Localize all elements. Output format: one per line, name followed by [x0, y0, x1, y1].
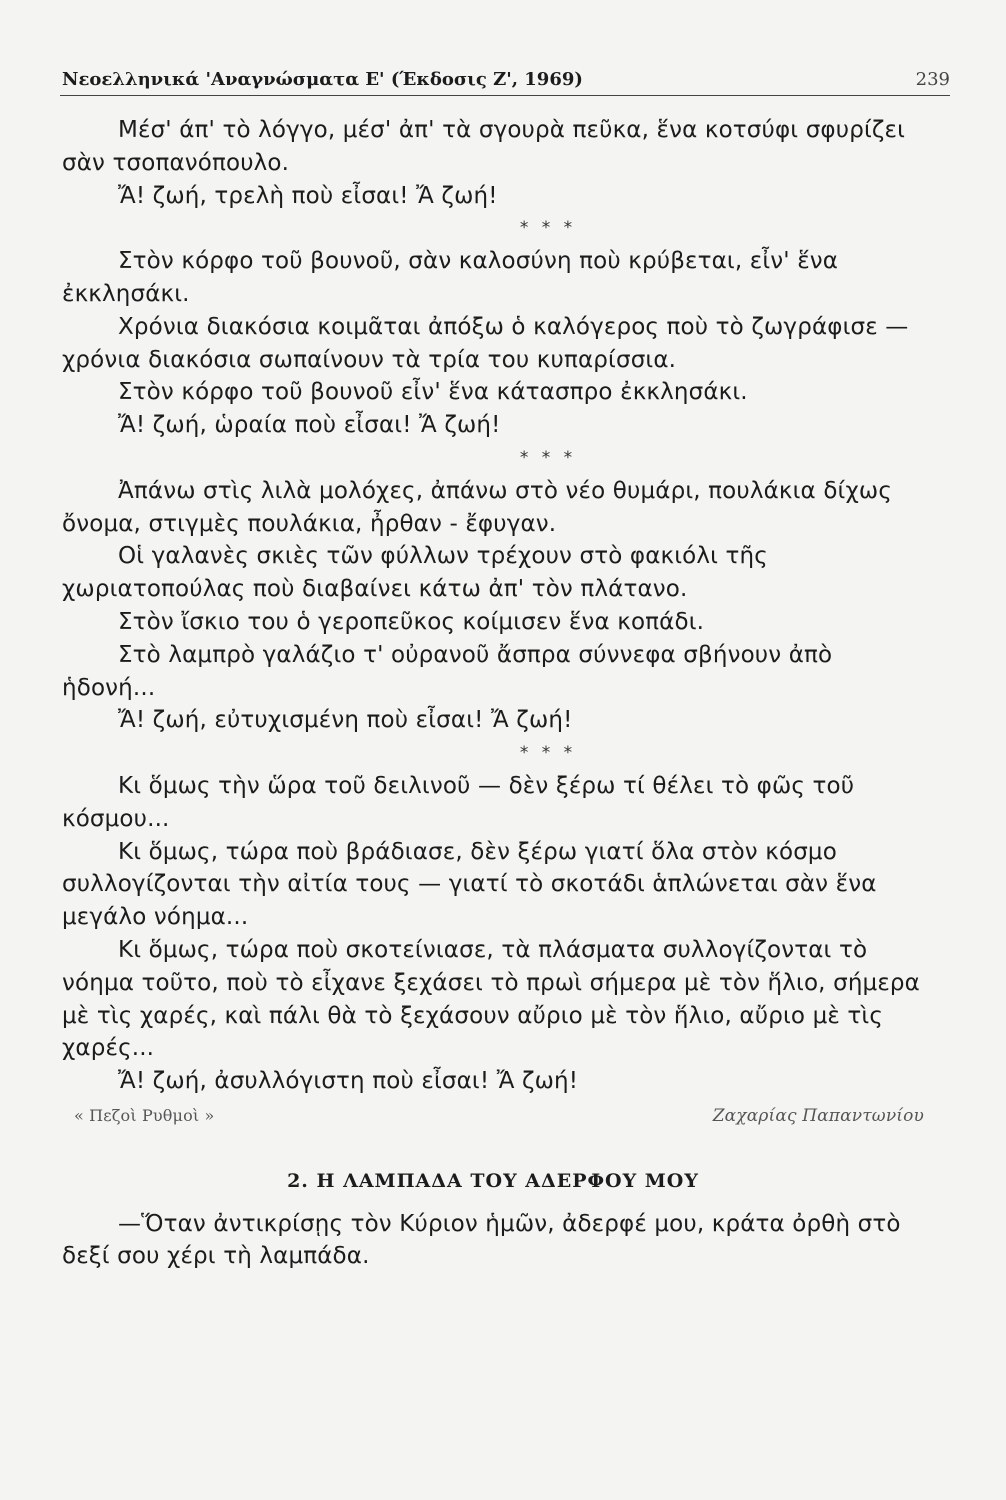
paragraph: Χρόνια διακόσια κοιμᾶται ἀπόξω ὁ καλόγερος ποὺ τὸ ζωγράφισε — χρόνια διακόσια σωπαίνουν τὰ τρία του κυπαρίσσια. — [62, 313, 909, 373]
refrain: Ἄ! ζωή, ὡραία ποὺ εἶσαι! Ἄ ζωή! — [118, 412, 501, 439]
section-separator: * * * — [519, 743, 577, 764]
section-separator: * * * — [519, 447, 577, 468]
section-title: 2. Η ΛΑΜΠΑΔΑ ΤΟΥ ΑΔΕΡΦΟΥ ΜΟΥ — [287, 1169, 699, 1192]
header-rule — [60, 95, 950, 96]
paragraph: Στὸν ἴσκιο του ὁ γεροπεῦκος κοίμισεν ἕνα κοπάδι. — [118, 608, 705, 635]
section-separator: * * * — [519, 218, 577, 239]
page-number: 239 — [915, 69, 950, 90]
refrain: Ἄ! ζωή, ἀσυλλόγιστη ποὺ εἶσαι! Ἄ ζωή! — [118, 1068, 579, 1095]
text-body — [62, 114, 924, 1273]
running-header — [62, 60, 950, 90]
attribution — [62, 1100, 924, 1133]
paragraph: Μέσ' άπ' τὸ λόγγο, μέσ' ἀπ' τὰ σγουρὰ πεῦκα, ἕνα κοτσύφι σφυρίζει σὰν τσοπανόπουλο. — [62, 117, 906, 176]
paragraph: Οἱ γαλανὲς σκιὲς τῶν φύλλων τρέχουν στὸ φακιόλι τῆς χωριατοπούλας ποὺ διαβαίνει κάτω ἀπ' τὸν πλάτανο. — [62, 543, 768, 603]
source-title: « Πεζοὶ Ρυθμοὶ » — [74, 1105, 215, 1125]
paragraph: Κι ὅμως, τώρα ποὺ σκοτείνιασε, τὰ πλάσματα συλλογίζονται τὸ νόημα τοῦτο, ποὺ τὸ εἶχανε ξεχάσει τὸ πρωὶ σήμερα μὲ τὸν ἥλιο, σήμερα μὲ τὶς χαρές, καὶ πάλι θὰ τὸ ξεχάσουν αὔριο μὲ τὸν ἥλιο, αὔριο μὲ τὶς χαρές... — [62, 936, 920, 1062]
paragraph: Στὸ λαμπρὸ γαλάζιο τ' οὐρανοῦ ἄσπρα σύννεφα σβήνουν ἀπὸ ἡδονή... — [62, 641, 833, 701]
paragraph: Στὸν κόρφο τοῦ βουνοῦ εἶν' ἕνα κάτασπρο ἐκκλησάκι. — [118, 379, 748, 406]
paragraph: Στὸν κόρφο τοῦ βουνοῦ, σὰν καλοσύνη ποὺ κρύβεται, εἶν' ἕνα ἐκκλησάκι. — [62, 248, 839, 307]
paragraph: Κι ὅμως, τώρα ποὺ βράδιασε, δὲν ξέρω γιατί ὅλα στὸν κόσμο συλλογίζονται τὴν αἰτία τους — γιατί τὸ σκοτάδι ἁπλώνεται σὰν ἕνα μεγάλο νόημα... — [62, 838, 877, 931]
paragraph: —Ὅταν ἀντικρίσῃς τὸν Κύριον ἡμῶν, ἀδερφέ μου, κράτα ὀρθὴ στὸ δεξί σου χέρι τὴ λαμπάδα. — [62, 1210, 901, 1270]
author-name: Ζαχαρίας Παπαντωνίου — [712, 1105, 924, 1126]
refrain: Ἄ! ζωή, εὐτυχισμένη ποὺ εἶσαι! Ἄ ζωή! — [118, 707, 573, 734]
header-title: Νεοελληνικά 'Αναγνώσματα Ε' (Έκδοσις Ζ', 1969) — [62, 69, 583, 90]
refrain: Ἄ! ζωή, τρελὴ ποὺ εἶσαι! Ἄ ζωή! — [118, 182, 498, 209]
paragraph: Κι ὅμως τὴν ὥρα τοῦ δειλινοῦ — δὲν ξέρω τί θέλει τὸ φῶς τοῦ κόσμου... — [62, 772, 855, 832]
paragraph: Ἀπάνω στὶς λιλὰ μολόχες, ἀπάνω στὸ νέο θυμάρι, πουλάκια δίχως ὄνομα, στιγμὲς πουλάκια, ἦρθαν - ἔφυγαν. — [62, 477, 892, 537]
